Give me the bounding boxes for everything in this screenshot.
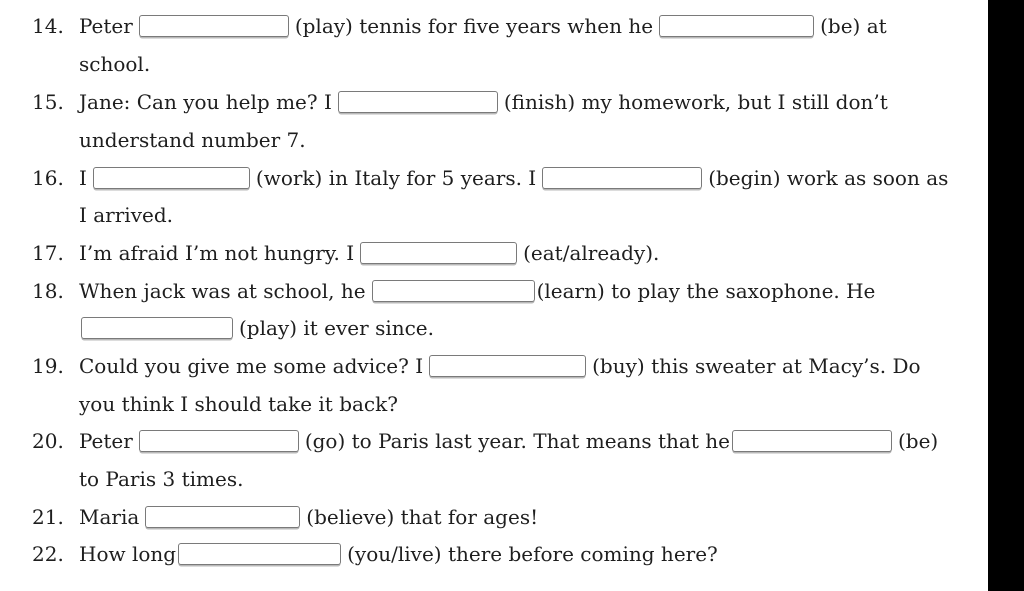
item-text: When jack was at school, he — [79, 279, 366, 303]
item-text: Could you give me some advice? I — [79, 354, 424, 378]
item-text: you think I should take it back? — [79, 392, 398, 416]
item-text: (believe) that for ages! — [306, 505, 539, 529]
answer-blank-14b[interactable] — [659, 15, 814, 37]
answer-blank-20b[interactable] — [732, 430, 892, 452]
item-text: (learn) to play the saxophone. He — [536, 279, 876, 303]
item-number: 14. — [32, 14, 64, 38]
item-text: Maria — [79, 505, 140, 529]
item-number: 20. — [32, 429, 64, 453]
item-text: How long — [79, 542, 177, 566]
item-text: (play) tennis for five years when he — [294, 14, 654, 38]
item-text: (eat/already). — [523, 241, 660, 265]
item-number: 18. — [32, 279, 64, 303]
answer-blank-18b[interactable] — [81, 317, 233, 339]
item-number: 22. — [32, 542, 64, 566]
answer-blank-16a[interactable] — [93, 167, 250, 189]
item-text: to Paris 3 times. — [79, 467, 244, 491]
item-text: (be) at — [820, 14, 887, 38]
answer-blank-17[interactable] — [360, 242, 517, 264]
item-text: (play) it ever since. — [239, 316, 434, 340]
item-text: I arrived. — [79, 203, 173, 227]
answer-blank-16b[interactable] — [542, 167, 702, 189]
item-text: (be) — [897, 429, 939, 453]
item-text: I’m afraid I’m not hungry. I — [79, 241, 355, 265]
item-text: (go) to Paris last year. That means that he — [304, 429, 730, 453]
answer-blank-14a[interactable] — [139, 15, 289, 37]
answer-blank-22[interactable] — [178, 543, 341, 565]
item-text: Peter — [79, 14, 133, 38]
item-number: 19. — [32, 354, 64, 378]
item-text: (work) in Italy for 5 years. I — [255, 166, 537, 190]
answer-blank-21[interactable] — [145, 506, 300, 528]
answer-blank-18a[interactable] — [372, 280, 535, 302]
item-text: (you/live) there before coming here? — [347, 542, 718, 566]
item-text: (finish) my homework, but I still don’t — [503, 90, 888, 114]
item-text: (begin) work as soon as — [708, 166, 949, 190]
item-text: Peter — [79, 429, 133, 453]
item-text: understand number 7. — [79, 128, 306, 152]
answer-blank-19[interactable] — [429, 355, 586, 377]
item-text: I — [79, 166, 87, 190]
item-text: Jane: Can you help me? I — [79, 90, 332, 114]
answer-blank-15[interactable] — [338, 91, 498, 113]
item-number: 17. — [32, 241, 64, 265]
item-text: school. — [79, 52, 151, 76]
item-number: 15. — [32, 90, 64, 114]
item-number: 21. — [32, 505, 64, 529]
right-edge-strip — [988, 0, 1024, 591]
item-text: (buy) this sweater at Macy’s. Do — [592, 354, 921, 378]
answer-blank-20a[interactable] — [139, 430, 299, 452]
item-number: 16. — [32, 166, 64, 190]
